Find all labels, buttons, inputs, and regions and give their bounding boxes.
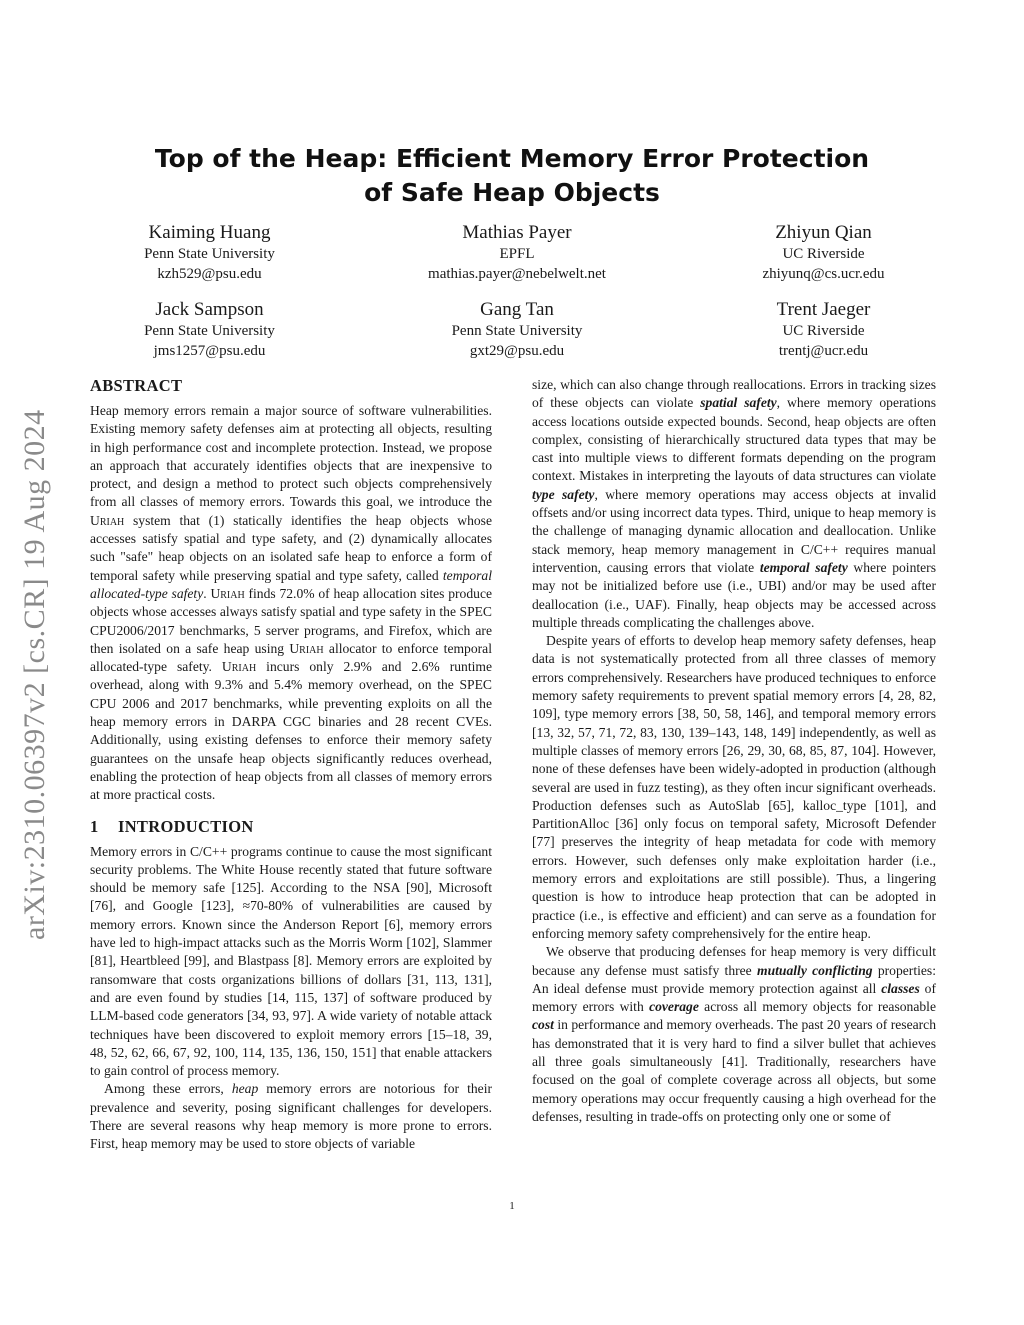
term-conflicting: mutually conflicting: [757, 962, 873, 978]
right-text-3c: of memory errors with: [532, 980, 936, 1015]
intro-heading: [90, 817, 492, 837]
author-row-1: [90, 222, 940, 284]
intro-em-heap: heap: [231, 1081, 259, 1097]
right-column: [532, 376, 936, 1126]
author-4: [67, 299, 352, 361]
right-text-3d: across all memory objects for reasonable: [698, 999, 936, 1015]
right-text-1d: where pointers may not be initialized before use (i.e., UBI) and/or may be used after deallocation (i.e., UAF). Finally, heap objects may be accessed across multiple threads complicating the challenges above.: [532, 559, 936, 630]
abstract-text-1: Heap memory errors remain a major source of software vulnerabilities. Existing memory safety defenses aim at protecting all objects, resulting in high performance cost and incomplete protection. Instead, we propose an approach that accurately identifies objects that are inexpensive to protect, and design a method to protect such objects comprehensively from all classes of memory errors. Towards this goal, we introduce the: [90, 403, 492, 510]
author-email[interactable]: gxt29@psu.edu: [469, 343, 565, 359]
author-1: [67, 222, 352, 284]
intro-text-2b: memory errors are notorious for their prevalence and severity, posing significant challenges for developers. There are several reasons why heap memory is more prone to errors. First, heap memory may be used to store objects of variable: [90, 1081, 492, 1152]
section-number: 1: [90, 816, 99, 836]
title-line-2: of Safe Heap Objects: [364, 178, 660, 207]
author-email[interactable]: kzh529@psu.edu: [157, 266, 262, 282]
abstract-text-2: system that (1) statically identifies the heap objects whose accesses satisfy spatial and type safety, and (2) dynamically allocates such "safe" heap objects on an isolated safe heap to enforce a form of temporal safety while preserving spatial and type safety, called: [90, 512, 492, 583]
paper-title: [100, 142, 924, 210]
author-3: [682, 222, 965, 284]
system-name: Uriah: [210, 585, 245, 601]
term-classes: classes: [881, 980, 920, 996]
author-affiliation: EPFL: [499, 246, 535, 262]
right-text-3b: properties: An ideal defense must provide memory protection against all: [532, 962, 936, 996]
arxiv-identifier: arXiv:2310.06397v2 [cs.CR] 19 Aug 2024: [18, 409, 51, 940]
author-affiliation: UC Riverside: [782, 246, 865, 262]
author-block: [90, 222, 940, 376]
intro-paragraph-2: [90, 1080, 492, 1153]
author-6: [682, 299, 965, 361]
term-spatial-safety: spatial safety: [700, 395, 777, 411]
author-email[interactable]: jms1257@psu.edu: [153, 343, 266, 359]
section-title: INTRODUCTION: [118, 816, 254, 836]
system-name: Uriah: [90, 512, 125, 528]
right-text-3a: We observe that producing defenses for heap memory is very difficult because any defense must satisfy three: [532, 944, 936, 978]
abstract-text-4: finds 72.0% of heap allocation sites produce objects whose accesses always satisfy spatial and type safety in the SPEC CPU2006/2017 benchmarks, 5 server programs, and Firefox, which are then isolated on a safe heap using: [90, 585, 493, 656]
page-number: 1: [509, 1200, 515, 1212]
left-column: [90, 376, 492, 1154]
author-name: Mathias Payer: [462, 222, 572, 243]
intro-text-2a: Among these errors,: [104, 1081, 232, 1097]
author-2: [376, 222, 659, 284]
term-coverage: coverage: [649, 999, 699, 1015]
system-name: Uriah: [221, 659, 257, 675]
author-affiliation: Penn State University: [144, 246, 275, 262]
author-name: Zhiyun Qian: [775, 222, 872, 243]
right-text-3e: in performance and memory overheads. The past 20 years of research has demonstrated that it is very hard to find a silver bullet that achieves all three goals simultaneously [41]. Traditionally, researchers have focused on the goal of complete coverage across all objects, but some memory operations may occur frequently causing a high overhead for the defenses, resulting in trade-offs on protecting only one or some of: [532, 1017, 936, 1124]
abstract-paragraph: [90, 402, 492, 805]
term-temporal-safety: temporal safety: [759, 559, 848, 575]
term-cost: cost: [532, 1017, 554, 1033]
right-paragraph-2: Despite years of efforts to develop heap memory safety defenses, heap data is not systematically protected from all three classes of memory errors comprehensively. Researchers have produced techniques to enforce memory safety requirements to prevent spatial memory errors [4, 28, 82, 109], type memory errors [38, 50, 58, 146], and temporal memory errors [13, 32, 57, 71, 72, 83, 130, 139–143, 148, 149] independently, as well as multiple classes of memory errors [26, 29, 30, 68, 85, 87, 104]. However, none of these defenses have been widely-adopted in production (although several are used in fuzz testing), as they often incur significant overheads. Production defenses such as AutoSlab [65], kalloc_type [101], and PartitionAlloc [36] only focus on temporal safety, Microsoft Defender [77] preserves the integrity of heap metadata for code with memory errors. However, such defenses only make exploitation harder (i.e., memory errors and exploitations are still possible). Thus, a lingering question is how to introduce heap protection that can be adopted in practice (i.e., is effective and efficient) and can serve as a foundation for enforcing memory safety comprehensively for the entire heap.: [532, 633, 936, 941]
author-affiliation: UC Riverside: [782, 323, 865, 339]
author-5: [376, 299, 659, 361]
right-text-1b: , where memory operations access locations outside expected bounds. Second, heap objects are often complex, consisting of hierarchically structured data types that may be cast into multiple views to different formats depending on the program context. Mistakes in interpreting the layouts of data structures can violate: [532, 395, 936, 484]
author-email[interactable]: zhiyunq@cs.ucr.edu: [762, 266, 885, 282]
term-type-safety: type safety: [532, 486, 595, 502]
author-affiliation: Penn State University: [144, 323, 275, 339]
author-name: Gang Tan: [480, 299, 554, 320]
abstract-text-6: incurs only 2.9% and 2.6% runtime overhead, along with 9.3% and 5.4% memory overhead, on the SPEC CPU 2006 and 2017 benchmarks, while preventing exploits on all the heap memory errors in DARPA CGC binaries and 28 recent CVEs. Additionally, using existing defenses to enforce their memory safety guarantees on the unsafe heap objects significantly reduces overhead, enabling the protection of heap objects from all classes of memory errors at more practical costs.: [90, 659, 492, 803]
right-paragraph-3: [532, 943, 936, 1126]
abstract-heading: ABSTRACT: [90, 376, 183, 395]
author-name: Trent Jaeger: [776, 299, 871, 320]
right-text-1a: size, which can also change through reallocations. Errors in tracking sizes of these objects can violate: [532, 377, 936, 411]
author-name: Jack Sampson: [155, 299, 264, 320]
author-affiliation: Penn State University: [451, 323, 583, 339]
right-text-1c: , where memory operations may access objects at invalid offsets and/or using incorrect data types. Third, unique to heap memory is the challenge of managing dynamic allocation and deallocation. Unlike stack memory, heap memory management in C/C++ requires manual intervention, causing errors that violate: [532, 486, 936, 575]
abstract-term: temporal allocated-type safety: [90, 567, 492, 601]
author-name: Kaiming Huang: [148, 222, 271, 243]
abstract-text-5: allocator to enforce temporal allocated-type safety.: [90, 640, 492, 675]
abstract-text-3: .: [203, 585, 211, 601]
system-name: Uriah: [289, 640, 324, 656]
title-line-1: Top of the Heap: Efficient Memory Error Protection: [154, 144, 870, 173]
intro-paragraph-1: Memory errors in C/C++ programs continue to cause the most significant security problems. The White House recently stated that future software should be memory safe [125]. According to the NSA [90], Microsoft [76], and Google [123], ≈70-80% of vulnerabilities are caused by memory errors. Known since the Anderson Report [6], memory errors have led to high-impact attacks such as the Morris Worm [102], Slammer [81], Heartbleed [99], and Blastpass [8]. Memory errors are exploited by ransomware that costs organizations billions of dollars [31, 113, 131], and are even found by studies [14, 115, 137] of software produced by LLM-based code generators [34, 93, 97]. A wide variety of notable attack techniques have been discovered to exploit memory errors [15–18, 39, 48, 52, 62, 66, 67, 92, 100, 114, 135, 136, 150, 151] that enable attackers to gain control of process memory.: [90, 843, 492, 1079]
author-row-2: [90, 299, 940, 361]
author-email[interactable]: mathias.payer@nebelwelt.net: [428, 266, 606, 282]
author-email[interactable]: trentj@ucr.edu: [778, 343, 869, 359]
right-paragraph-1: [532, 376, 936, 632]
